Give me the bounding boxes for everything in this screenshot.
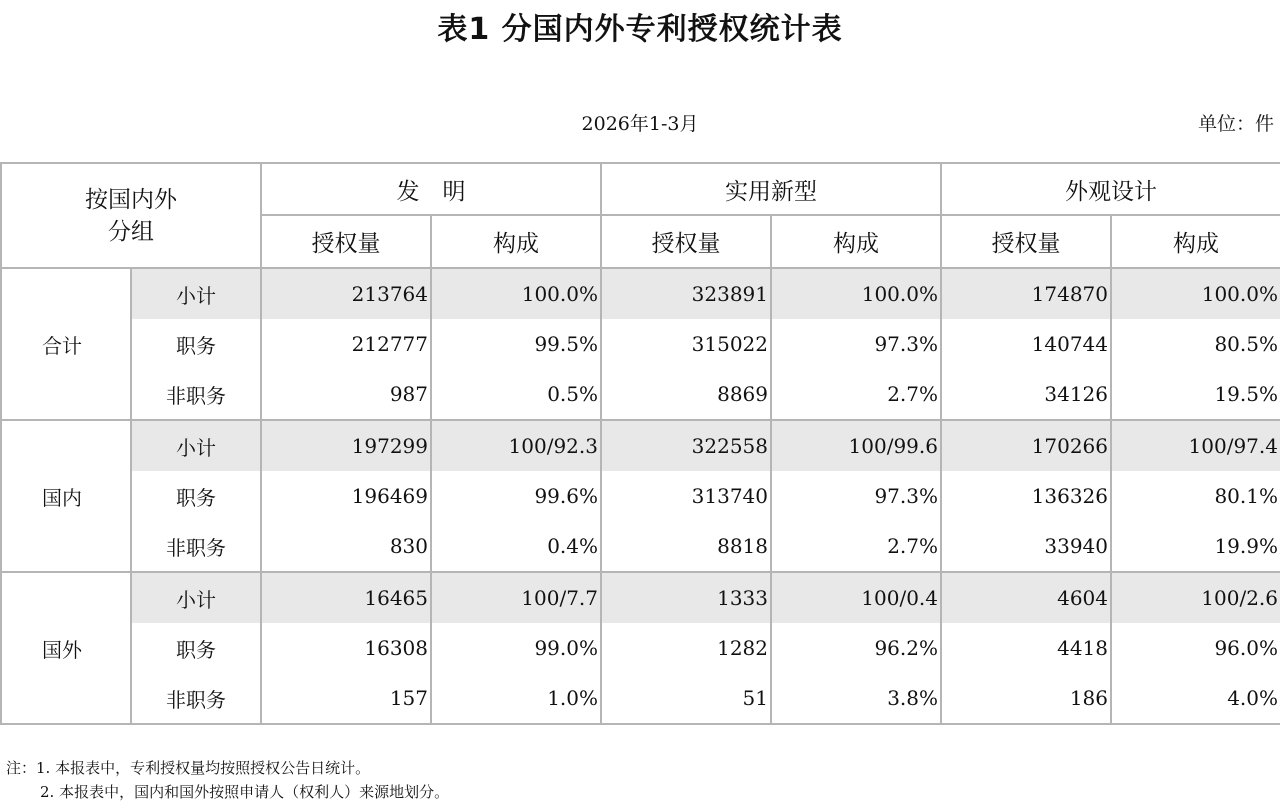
grant-count-cell: 174870 [941, 268, 1111, 319]
grant-count-cell: 8869 [601, 369, 771, 420]
row-label: 小计 [131, 572, 261, 623]
composition-cell: 3.8% [771, 673, 941, 724]
grant-count-cell: 213764 [261, 268, 431, 319]
table-row [1, 420, 1280, 471]
grant-count-cell: 140744 [941, 319, 1111, 369]
subheader-grant-count: 授权量 [601, 215, 771, 268]
grant-count-cell: 323891 [601, 268, 771, 319]
composition-cell: 2.7% [771, 521, 941, 572]
composition-cell: 96.0% [1111, 623, 1280, 673]
table-row [1, 623, 1280, 673]
table-row [1, 572, 1280, 623]
composition-cell: 100/92.3 [431, 420, 601, 471]
grant-count-cell: 212777 [261, 319, 431, 369]
category-header-design: 外观设计 [941, 163, 1280, 215]
footnote-1: 注：1. 本报表中，专利授权量均按照授权公告日统计。 [6, 759, 371, 777]
group-label: 合计 [1, 268, 131, 420]
grant-count-cell: 322558 [601, 420, 771, 471]
grant-count-cell: 4604 [941, 572, 1111, 623]
grant-count-cell: 16465 [261, 572, 431, 623]
group-label: 国外 [1, 572, 131, 724]
grant-count-cell: 830 [261, 521, 431, 572]
row-label: 职务 [131, 623, 261, 673]
corner-header [1, 163, 261, 268]
composition-cell: 100.0% [431, 268, 601, 319]
composition-cell: 99.6% [431, 471, 601, 521]
grant-count-cell: 315022 [601, 319, 771, 369]
subheader-grant-count: 授权量 [941, 215, 1111, 268]
composition-cell: 96.2% [771, 623, 941, 673]
composition-cell: 100/97.4 [1111, 420, 1280, 471]
grant-count-cell: 186 [941, 673, 1111, 724]
composition-cell: 0.5% [431, 369, 601, 420]
grant-count-cell: 4418 [941, 623, 1111, 673]
corner-header-line1: 按国内外 [85, 186, 177, 213]
table-row [1, 521, 1280, 572]
composition-cell: 4.0% [1111, 673, 1280, 724]
grant-count-cell: 196469 [261, 471, 431, 521]
footnotes [6, 756, 449, 804]
row-label: 职务 [131, 319, 261, 369]
page-title: 表1 分国内外专利授权统计表 [437, 12, 843, 47]
composition-cell: 80.1% [1111, 471, 1280, 521]
grant-count-cell: 197299 [261, 420, 431, 471]
category-header-invention: 发 明 [261, 163, 601, 215]
composition-cell: 2.7% [771, 369, 941, 420]
row-label: 非职务 [131, 369, 261, 420]
category-header-utility-model: 实用新型 [601, 163, 941, 215]
composition-cell: 100.0% [1111, 268, 1280, 319]
composition-cell: 100/0.4 [771, 572, 941, 623]
composition-cell: 1.0% [431, 673, 601, 724]
grant-count-cell: 136326 [941, 471, 1111, 521]
grant-count-cell: 34126 [941, 369, 1111, 420]
subheader-composition: 构成 [771, 215, 941, 268]
table-body [1, 268, 1280, 724]
composition-cell: 100.0% [771, 268, 941, 319]
table-row [1, 471, 1280, 521]
grant-count-cell: 313740 [601, 471, 771, 521]
grant-count-cell: 157 [261, 673, 431, 724]
row-label: 小计 [131, 420, 261, 471]
subheader-composition: 构成 [431, 215, 601, 268]
row-label: 小计 [131, 268, 261, 319]
grant-count-cell: 987 [261, 369, 431, 420]
patent-statistics-table [0, 162, 1280, 725]
subheader-grant-count: 授权量 [261, 215, 431, 268]
grant-count-cell: 170266 [941, 420, 1111, 471]
table-row [1, 268, 1280, 319]
report-period: 2026年1-3月 [581, 113, 699, 135]
grant-count-cell: 8818 [601, 521, 771, 572]
table-row [1, 673, 1280, 724]
composition-cell: 100/99.6 [771, 420, 941, 471]
composition-cell: 100/7.7 [431, 572, 601, 623]
footnote-2: 2. 本报表中，国内和国外按照申请人（权利人）来源地划分。 [40, 783, 450, 801]
table-row [1, 369, 1280, 420]
grant-count-cell: 51 [601, 673, 771, 724]
composition-cell: 0.4% [431, 521, 601, 572]
grant-count-cell: 33940 [941, 521, 1111, 572]
composition-cell: 99.5% [431, 319, 601, 369]
corner-header-line2: 分组 [108, 218, 154, 245]
row-label: 职务 [131, 471, 261, 521]
composition-cell: 97.3% [771, 319, 941, 369]
unit-label: 单位：件 [1197, 113, 1274, 135]
composition-cell: 19.9% [1111, 521, 1280, 572]
composition-cell: 19.5% [1111, 369, 1280, 420]
group-label: 国内 [1, 420, 131, 572]
grant-count-cell: 1333 [601, 572, 771, 623]
row-label: 非职务 [131, 673, 261, 724]
composition-cell: 97.3% [771, 471, 941, 521]
subheader-composition: 构成 [1111, 215, 1280, 268]
composition-cell: 99.0% [431, 623, 601, 673]
composition-cell: 80.5% [1111, 319, 1280, 369]
row-label: 非职务 [131, 521, 261, 572]
composition-cell: 100/2.6 [1111, 572, 1280, 623]
grant-count-cell: 16308 [261, 623, 431, 673]
table-row [1, 319, 1280, 369]
grant-count-cell: 1282 [601, 623, 771, 673]
